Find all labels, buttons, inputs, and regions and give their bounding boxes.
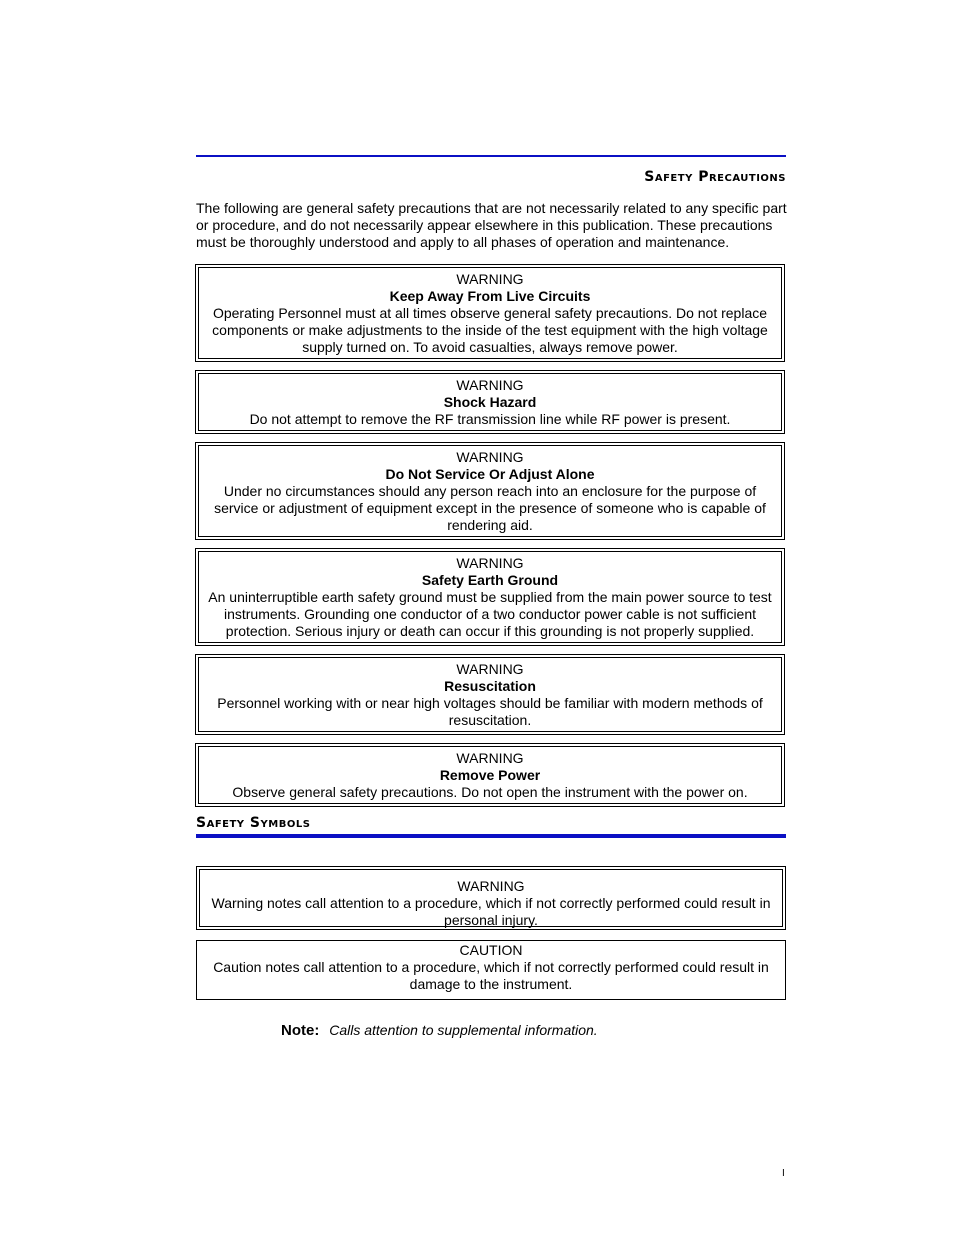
warning-title: Safety Earth Ground: [421, 572, 559, 588]
symbol-warning-inner: [199, 869, 783, 927]
note-label: Note:: [281, 1022, 320, 1039]
warning-box-inner: [198, 445, 782, 537]
warning-box-live-circuits: [195, 264, 785, 362]
warning-title: Shock Hazard: [443, 394, 537, 410]
warning-label: WARNING: [456, 750, 524, 766]
intro-paragraph: The following are general safety precautions that are not necessarily related to any specific part or procedure, and do not necessarily appear elsewhere in this publication. These precautions must be thoroughly understood and apply to all phases of operation and maintenance.: [196, 200, 787, 250]
symbol-warning-box: [196, 866, 786, 930]
warning-box-inner: [198, 267, 782, 359]
note: [281, 1022, 598, 1039]
page-number: I: [782, 1168, 785, 1179]
warning-body: Operating Personnel must at all times observe general safety precautions. Do not replace components or make adjustments to the inside of the test equipment with the high voltage supply turned on. To avoid casualties, always remove power.: [212, 305, 768, 355]
warning-title: Resuscitation: [444, 678, 536, 694]
symbol-warning-body: Warning notes call attention to a procedure, which if not correctly performed could result in personal injury.: [211, 895, 771, 928]
warning-box-inner: [198, 657, 782, 732]
warning-body: Personnel working with or near high voltages should be familiar with modern methods of resuscitation.: [217, 695, 763, 728]
header-rule: [196, 155, 786, 157]
symbol-caution-label: CAUTION: [459, 942, 523, 958]
warning-label: WARNING: [456, 661, 524, 677]
warning-box-earth-ground: [195, 548, 785, 646]
warning-label: WARNING: [456, 555, 524, 571]
warning-title: Do Not Service Or Adjust Alone: [385, 466, 595, 482]
warning-body: An uninterruptible earth safety ground must be supplied from the main power source to test instruments. Grounding one conductor of a two conductor power cable is not sufficient protection. Serious injury or death can occur if this grounding is not properly supplied.: [208, 589, 772, 639]
warning-title: Keep Away From Live Circuits: [389, 288, 591, 304]
warning-box-resuscitation: [195, 654, 785, 735]
symbol-caution-box: [196, 940, 786, 1000]
section-title-safety-precautions: Safety Precautions: [644, 169, 786, 185]
note-text: Calls attention to supplemental information.: [329, 1022, 598, 1038]
warning-label: WARNING: [456, 271, 524, 287]
warning-title: Remove Power: [439, 767, 541, 783]
warning-label: WARNING: [456, 449, 524, 465]
warning-box-inner: [198, 746, 782, 804]
warning-box-inner: [198, 373, 782, 431]
section-rule: [196, 834, 786, 838]
symbol-caution-body: Caution notes call attention to a procedure, which if not correctly performed could result in damage to the instrument.: [213, 959, 769, 992]
symbol-warning-label: WARNING: [457, 878, 525, 894]
warning-label: WARNING: [456, 377, 524, 393]
warning-box-inner: [198, 551, 782, 643]
warning-box-remove-power: [195, 743, 785, 807]
section-title-safety-symbols: Safety Symbols: [196, 815, 311, 831]
warning-box-shock-hazard: [195, 370, 785, 434]
warning-body: Under no circumstances should any person reach into an enclosure for the purpose of service or adjustment of equipment except in the presence of someone who is capable of rendering aid.: [214, 483, 766, 533]
warning-body: Do not attempt to remove the RF transmission line while RF power is present.: [249, 411, 731, 427]
warning-box-service-alone: [195, 442, 785, 540]
warning-body: Observe general safety precautions. Do not open the instrument with the power on.: [232, 784, 748, 800]
